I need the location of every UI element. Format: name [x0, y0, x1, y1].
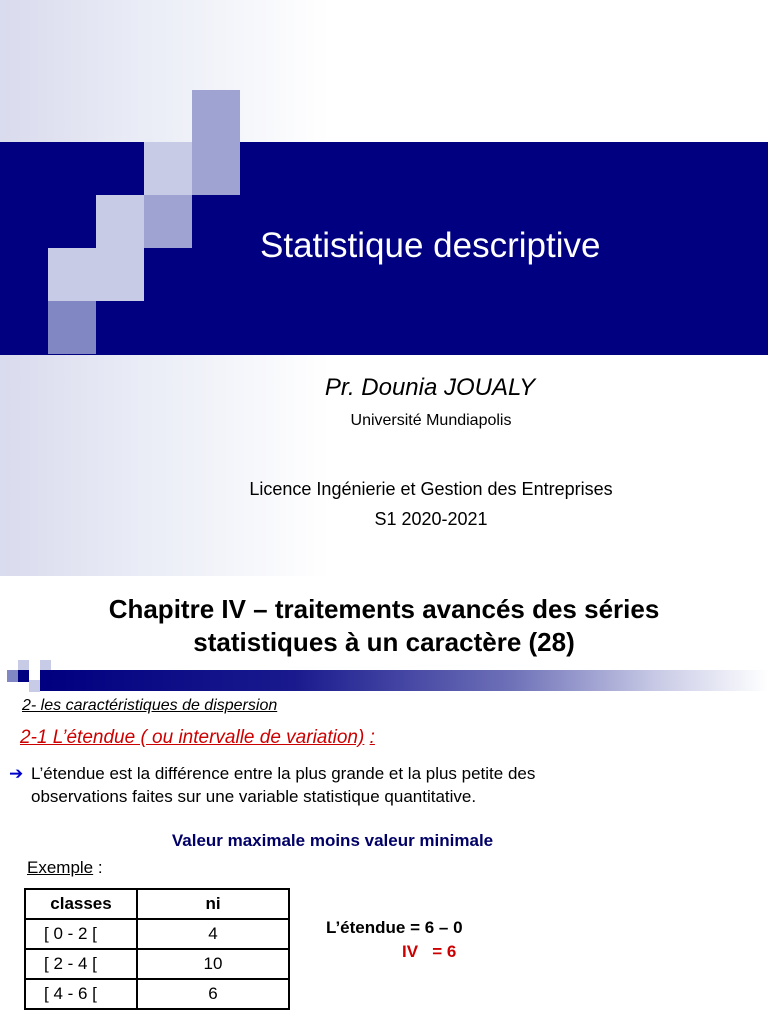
subsection-title: 2-1 L’étendue ( ou intervalle de variation)	[20, 727, 365, 748]
arrow-icon: ➔	[9, 764, 24, 783]
content-slide	[0, 576, 768, 1024]
author-name: Pr. Dounia JOUALY	[324, 374, 536, 401]
decor-square	[7, 670, 18, 682]
header-bar	[40, 670, 768, 691]
highlight-text: Valeur maximale moins valeur minimale	[171, 831, 494, 850]
class-cell: [ 0 - 2 [	[25, 919, 137, 949]
count-cell: 6	[137, 979, 289, 1009]
definition-line: observations faites sur une variable statistique quantitative.	[31, 787, 477, 806]
subsection-heading	[20, 727, 375, 749]
range-result: IV = 6	[402, 942, 457, 961]
example-label	[27, 858, 103, 878]
decor-square	[144, 195, 192, 248]
section-heading: 2- les caractéristiques de dispersion	[22, 697, 278, 714]
range-formula: L’étendue = 6 – 0	[326, 918, 463, 937]
class-cell: [ 2 - 4 [	[25, 949, 137, 979]
decor-square	[18, 670, 29, 682]
academic-year: S1 2020-2021	[374, 509, 488, 529]
example-label-text: Exemple	[27, 858, 94, 877]
count-cell: 4	[137, 919, 289, 949]
subsection-colon: :	[369, 727, 375, 748]
decor-square	[192, 142, 240, 195]
decor-square	[48, 301, 96, 354]
slide-title: Statistique descriptive	[260, 226, 601, 265]
column-header: classes	[25, 889, 137, 919]
table-row	[25, 919, 289, 949]
definition-line: L’étendue est la différence entre la plus grande et la plus petite des	[31, 764, 536, 783]
decor-square	[96, 248, 144, 301]
chapter-title-line2: statistiques à un caractère (28)	[193, 627, 575, 657]
decor-square	[144, 142, 192, 195]
example-label-colon: :	[93, 858, 103, 877]
chapter-title	[0, 593, 768, 659]
frequency-table	[24, 888, 290, 1010]
chapter-title-line1: Chapitre IV – traitements avancés des séries	[108, 594, 660, 624]
university-name: Université Mundiapolis	[350, 412, 512, 429]
class-cell: [ 4 - 6 [	[25, 979, 137, 1009]
table-row	[25, 979, 289, 1009]
table-header-row	[25, 889, 289, 919]
decor-square	[0, 195, 48, 248]
count-cell: 10	[137, 949, 289, 979]
decor-square	[192, 90, 240, 143]
decor-square	[29, 680, 40, 692]
column-header: ni	[137, 889, 289, 919]
table-row	[25, 949, 289, 979]
program-name: Licence Ingénierie et Gestion des Entreprises	[249, 479, 613, 499]
decor-square	[48, 248, 96, 301]
decor-square	[96, 195, 144, 248]
